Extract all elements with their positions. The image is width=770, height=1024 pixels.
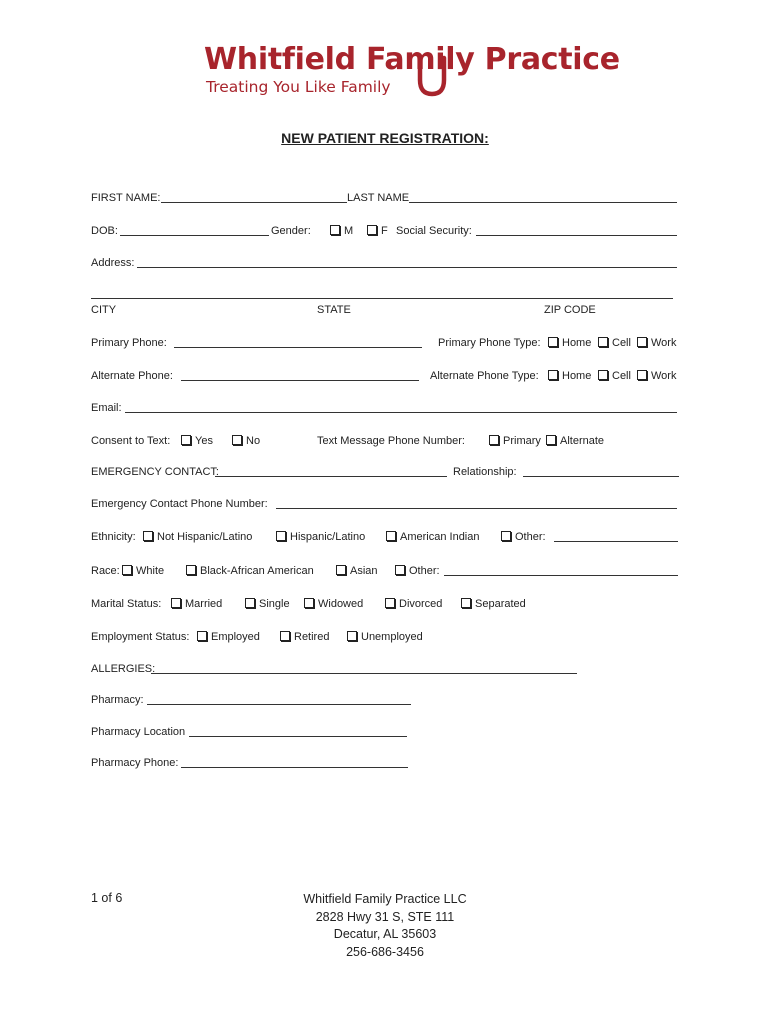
ethnicity-other[interactable] [501, 530, 546, 544]
work-label: Work [651, 337, 677, 349]
checkbox-icon[interactable] [245, 598, 255, 608]
alternate-type-work[interactable] [637, 369, 676, 383]
alternate-phone-label: Alternate Phone: [91, 370, 173, 382]
primary-type-home[interactable] [548, 336, 591, 350]
gender-f-option[interactable] [367, 224, 388, 238]
alternate-phone-type-label: Alternate Phone Type: [430, 370, 539, 382]
cell-label: Cell [612, 370, 631, 382]
retired-label: Retired [294, 631, 330, 643]
practice-logo [204, 42, 620, 102]
footer-address [0, 891, 770, 961]
marital-divorced[interactable] [385, 597, 442, 611]
pharmacy-location-label: Pharmacy Location [91, 726, 186, 738]
checkbox-icon[interactable] [548, 370, 558, 380]
primary-type-cell[interactable] [598, 336, 631, 350]
ethnicity-label: Ethnicity: [91, 531, 136, 543]
separated-label: Separated [475, 598, 526, 610]
consent-yes[interactable] [181, 434, 213, 448]
other-label: Other: [409, 565, 440, 577]
gender-m-label: M [344, 225, 354, 237]
text-phone-primary[interactable] [489, 434, 541, 448]
text-phone-label: Text Message Phone Number: [317, 435, 465, 447]
unemployed-label: Unemployed [361, 631, 423, 643]
allergies-field[interactable] [151, 673, 577, 674]
race-black[interactable] [186, 564, 314, 578]
marital-separated[interactable] [461, 597, 526, 611]
checkbox-icon[interactable] [637, 337, 647, 347]
footer-phone: 256-686-3456 [346, 944, 424, 959]
address-field[interactable] [137, 267, 677, 268]
marital-single[interactable] [245, 597, 290, 611]
pharmacy-phone-field[interactable] [181, 767, 408, 768]
cell-label: Cell [612, 337, 631, 349]
state-label: STATE [317, 304, 351, 316]
checkbox-icon[interactable] [598, 370, 608, 380]
checkbox-icon[interactable] [171, 598, 181, 608]
text-phone-alternate[interactable] [546, 434, 604, 448]
checkbox-icon[interactable] [304, 598, 314, 608]
emergency-phone-label: Emergency Contact Phone Number: [91, 498, 268, 510]
checkbox-icon[interactable] [330, 225, 340, 235]
widowed-label: Widowed [318, 598, 364, 610]
no-label: No [246, 435, 261, 447]
gender-m-option[interactable] [330, 224, 353, 238]
emergency-contact-field[interactable] [215, 476, 447, 477]
checkbox-icon[interactable] [637, 370, 647, 380]
checkbox-icon[interactable] [367, 225, 377, 235]
home-label: Home [562, 370, 592, 382]
alternate-phone-field[interactable] [181, 380, 419, 381]
pharmacy-phone-label: Pharmacy Phone: [91, 757, 179, 769]
work-label: Work [651, 370, 677, 382]
alternate-type-cell[interactable] [598, 369, 631, 383]
primary-label: Primary [503, 435, 541, 447]
first-name-field[interactable] [161, 202, 347, 203]
hispanic-label: Hispanic/Latino [290, 531, 366, 543]
primary-phone-label: Primary Phone: [91, 337, 167, 349]
race-label: Race: [91, 565, 120, 577]
employment-unemployed[interactable] [347, 630, 423, 644]
ethnicity-other-field[interactable] [554, 541, 678, 542]
not-hispanic-label: Not Hispanic/Latino [157, 531, 253, 543]
emergency-contact-label: EMERGENCY CONTACT: [91, 466, 219, 478]
checkbox-icon[interactable] [386, 531, 396, 541]
checkbox-icon[interactable] [501, 531, 511, 541]
checkbox-icon[interactable] [548, 337, 558, 347]
employment-retired[interactable] [280, 630, 329, 644]
checkbox-icon[interactable] [232, 435, 242, 445]
checkbox-icon[interactable] [181, 435, 191, 445]
address-label: Address: [91, 257, 135, 269]
email-label: Email: [91, 402, 122, 414]
employment-status-label: Employment Status: [91, 631, 190, 643]
black-label: Black-African American [200, 565, 314, 577]
logo-tagline: Treating You Like Family [206, 78, 391, 96]
other-label: Other: [515, 531, 546, 543]
relationship-label: Relationship: [453, 466, 517, 478]
employment-employed[interactable] [197, 630, 260, 644]
relationship-field[interactable] [523, 476, 679, 477]
checkbox-icon[interactable] [197, 631, 207, 641]
primary-phone-type-label: Primary Phone Type: [438, 337, 541, 349]
consent-no[interactable] [232, 434, 260, 448]
pharmacy-label: Pharmacy: [91, 694, 144, 706]
footer-street: 2828 Hwy 31 S, STE 111 [315, 909, 455, 924]
last-name-field[interactable] [409, 202, 677, 203]
city-label: CITY [91, 304, 117, 316]
home-label: Home [562, 337, 592, 349]
consent-label: Consent to Text: [91, 435, 171, 447]
yes-label: Yes [195, 435, 213, 447]
dob-label: DOB: [91, 225, 118, 237]
primary-type-work[interactable] [637, 336, 676, 350]
checkbox-icon[interactable] [347, 631, 357, 641]
checkbox-icon[interactable] [395, 565, 405, 575]
zip-label: ZIP CODE [544, 304, 596, 316]
stethoscope-icon [410, 46, 460, 100]
gender-label: Gender: [271, 225, 311, 237]
asian-label: Asian [350, 565, 378, 577]
pharmacy-field[interactable] [147, 704, 411, 705]
dob-field[interactable] [120, 235, 269, 236]
single-label: Single [259, 598, 290, 610]
ethnicity-not-hispanic[interactable] [143, 530, 252, 544]
pharmacy-location-field[interactable] [189, 736, 407, 737]
marital-married[interactable] [171, 597, 222, 611]
allergies-label: ALLERGIES: [91, 663, 156, 675]
checkbox-icon[interactable] [598, 337, 608, 347]
checkbox-icon[interactable] [489, 435, 499, 445]
checkbox-icon[interactable] [143, 531, 153, 541]
last-name-label: LAST NAME [347, 192, 410, 204]
checkbox-icon[interactable] [276, 531, 286, 541]
employed-label: Employed [211, 631, 260, 643]
page-number: 1 of 6 [91, 891, 123, 905]
first-name-label: FIRST NAME: [91, 192, 161, 204]
ssn-label: Social Security: [396, 225, 472, 237]
gender-f-label: F [381, 225, 388, 237]
address-line-2[interactable] [91, 298, 673, 299]
checkbox-icon[interactable] [385, 598, 395, 608]
race-asian[interactable] [336, 564, 378, 578]
race-other-field[interactable] [444, 575, 678, 576]
checkbox-icon[interactable] [280, 631, 290, 641]
american-indian-label: American Indian [400, 531, 480, 543]
footer-city: Decatur, AL 35603 [333, 927, 437, 941]
ssn-field[interactable] [476, 235, 677, 236]
form-title: NEW PATIENT REGISTRATION: [281, 130, 489, 146]
email-field[interactable] [125, 412, 677, 413]
checkbox-icon[interactable] [461, 598, 471, 608]
checkbox-icon[interactable] [546, 435, 556, 445]
race-other[interactable] [395, 564, 440, 578]
alternate-type-home[interactable] [548, 369, 591, 383]
ethnicity-hispanic[interactable] [276, 530, 365, 544]
footer-company: Whitfield Family Practice LLC [303, 892, 467, 906]
logo-name: Whitfield Family Practice [204, 42, 620, 77]
married-label: Married [185, 598, 223, 610]
emergency-phone-field[interactable] [276, 508, 677, 509]
race-white[interactable] [122, 564, 164, 578]
primary-phone-field[interactable] [174, 347, 422, 348]
ethnicity-american-indian[interactable] [386, 530, 480, 544]
marital-status-label: Marital Status: [91, 598, 162, 610]
checkbox-icon[interactable] [186, 565, 196, 575]
alternate-label: Alternate [560, 435, 605, 447]
divorced-label: Divorced [399, 598, 443, 610]
checkbox-icon[interactable] [336, 565, 346, 575]
marital-widowed[interactable] [304, 597, 363, 611]
white-label: White [136, 565, 165, 577]
checkbox-icon[interactable] [122, 565, 132, 575]
